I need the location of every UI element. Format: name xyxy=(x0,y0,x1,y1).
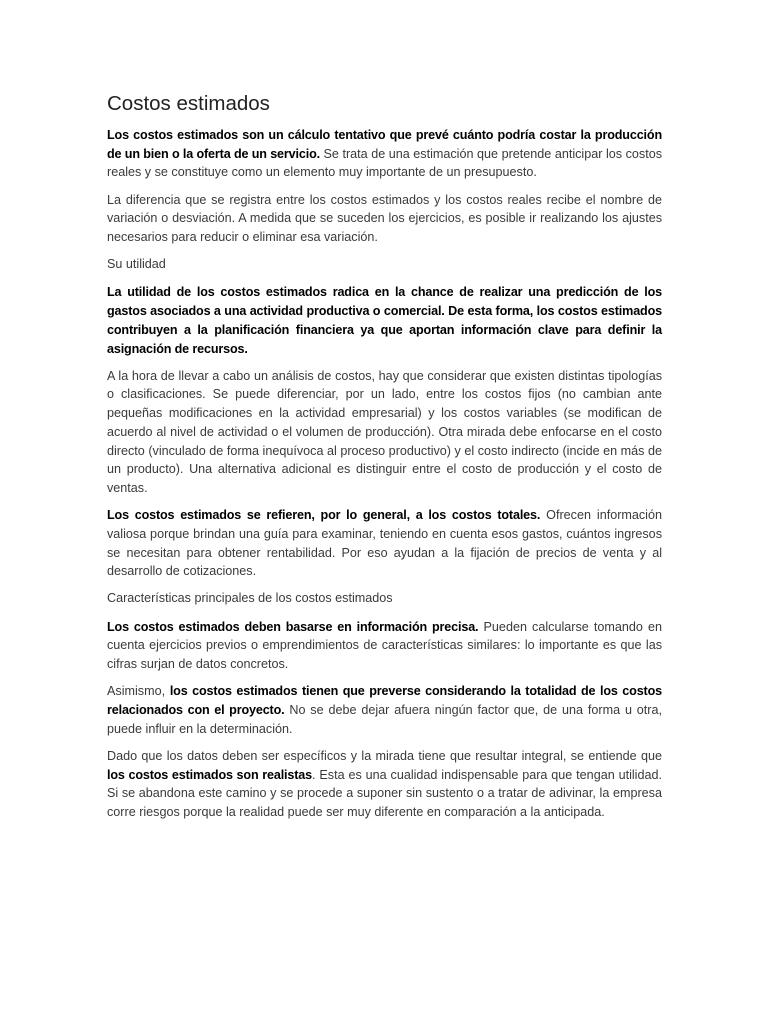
highlighted-text: La utilidad de los costos estimados radica en la chance de realizar una predicción de los gastos asociados a una actividad productiva o comercial. De esta forma, los costos estimados contribuyen a la planificación financiera ya que aportan información clave para definir la asignación de recursos. xyxy=(107,285,662,356)
paragraph-text: . Esta es una cualidad indispensable para que tengan utilidad. Si se abandona este camino y se procede a suponer sin sustento o a tratar de adivinar, la empresa corre riesgos porque la realidad puede ser muy diferente en comparación a la anticipada. xyxy=(107,767,662,819)
paragraph-total-costs xyxy=(107,506,662,581)
paragraph-realistic xyxy=(107,747,662,822)
paragraph-totality xyxy=(107,682,662,738)
paragraph-text: Pueden calcularse tomando en cuenta ejercicios previos o emprendimientos de características similares: lo importante es que las cifras surjan de datos concretos. xyxy=(107,619,662,672)
paragraph-text: Dado que los datos deben ser específicos y la mirada tiene que resultar integral, se entiende que xyxy=(107,748,662,763)
paragraph-variation: La diferencia que se registra entre los costos estimados y los costos reales recibe el nombre de variación o desviación. A medida que se suceden los ejercicios, es posible ir realizando los ajustes necesarios para reducir o eliminar esa variación. xyxy=(107,192,662,245)
subheading-utility: Su utilidad xyxy=(107,257,166,272)
paragraph-definition xyxy=(107,126,662,182)
paragraph-text: Ofrecen información valiosa porque brindan una guía para examinar, teniendo en cuenta esos gastos, cuántos ingresos se necesitan para obtener rentabilidad. Por eso ayudan a la fijación de precios de venta y al desarrollo de cotizaciones. xyxy=(107,508,662,579)
highlighted-text: Los costos estimados se refieren, por lo general, a los costos totales. xyxy=(107,508,541,523)
highlighted-text: Los costos estimados son un cálculo tentativo que prevé cuánto podría costar la producción de un bien o la oferta de un servicio. xyxy=(107,128,662,161)
paragraph-cost-types: A la hora de llevar a cabo un análisis de costos, hay que considerar que existen distintas tipologías o clasificaciones. Se puede diferenciar, por un lado, entre los costos fijos (no cambian ante pequeñas modificaciones en la actividad empresarial) y los costos variables (se modifican de acuerdo al nivel de actividad o el volumen de producción). Otra mirada debe enfocarse en el costo directo (vinculado de forma inequívoca al proceso productivo) y el costo indirecto (incide en más de un producto). Una alternativa adicional es distinguir entre el costo de producción y el costo de ventas. xyxy=(107,368,662,495)
document-page xyxy=(107,90,662,830)
highlighted-text: los costos estimados tienen que preverse considerando la totalidad de los costos relacionados con el proyecto. xyxy=(107,684,662,717)
paragraph-precise-info xyxy=(107,618,662,674)
highlighted-text: los costos estimados son realistas xyxy=(107,767,312,782)
paragraph-text: No se debe dejar afuera ningún factor que, de una forma u otra, puede influir en la determinación. xyxy=(107,702,663,736)
document-title: Costos estimados xyxy=(107,92,270,115)
paragraph-text: Se trata de una estimación que pretende anticipar los costos reales y se constituye como un elemento muy importante de un presupuesto. xyxy=(107,146,663,180)
paragraph-text: Asimismo, xyxy=(107,684,170,699)
highlighted-text: Los costos estimados deben basarse en información precisa. xyxy=(107,619,479,634)
subheading-characteristics: Características principales de los costos estimados xyxy=(107,591,393,606)
paragraph-utility xyxy=(107,283,662,358)
